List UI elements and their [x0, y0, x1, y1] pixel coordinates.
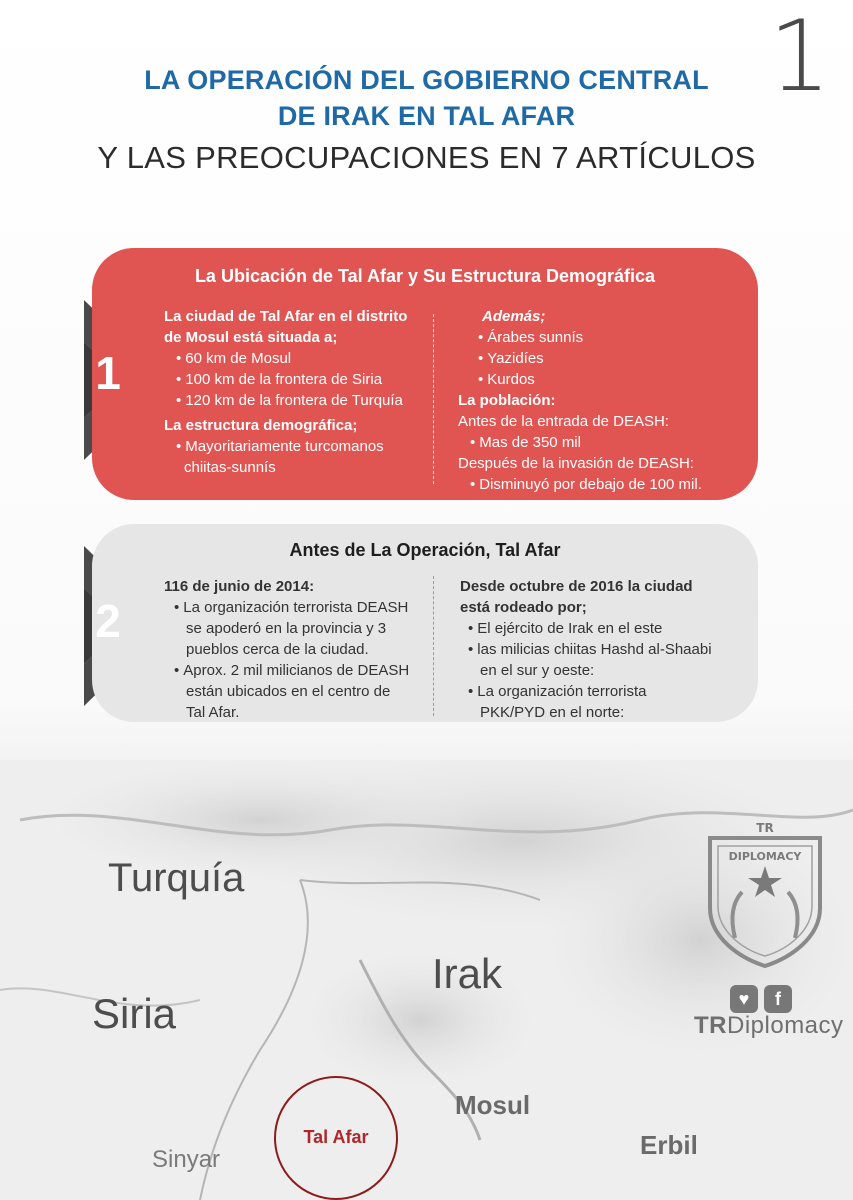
section1-left-column	[164, 306, 434, 478]
list-item: • Árabes sunnís	[458, 327, 748, 348]
list-item-continuation: PKK/PYD en el norte:	[480, 704, 625, 721]
section2-heading-2: está rodeado por;	[460, 599, 587, 616]
section1-after-label: Después de la invasión de DEASH:	[458, 455, 694, 472]
list-item: • Yazidíes	[458, 348, 748, 369]
list-item-continuation: Tal Afar.	[186, 704, 240, 721]
page-number: 1	[768, 0, 831, 114]
list-item: • La organización terrorista	[460, 681, 750, 702]
map-label-siria: Siria	[92, 990, 177, 1037]
section1-demographic-heading: La estructura demográfica;	[164, 417, 358, 434]
brand-name	[694, 1012, 844, 1040]
list-item-continuation: están ubicados en el centro de	[186, 683, 391, 700]
seal-text-tr: TR	[756, 821, 774, 835]
section1-location-heading-1: La ciudad de Tal Afar en el distrito	[164, 308, 408, 325]
section1-location-heading-2: de Mosul está situada a;	[164, 329, 338, 346]
social-icons	[730, 985, 798, 1013]
section2-divider	[433, 576, 434, 716]
section2-left-column	[164, 576, 434, 723]
brand-name-rest: Diplomacy	[727, 1012, 844, 1039]
section1-title: La Ubicación de Tal Afar y Su Estructura Demográfica	[194, 266, 656, 286]
list-item: • las milicias chiitas Hashd al-Shaabi	[460, 639, 750, 660]
section1-before-label: Antes de la entrada de DEASH:	[458, 413, 669, 430]
list-item: • Kurdos	[458, 369, 748, 390]
list-item: • La organización terrorista DEASH	[164, 597, 434, 618]
twitter-icon[interactable]: ♥	[730, 985, 758, 1013]
list-item: • 100 km de la frontera de Siria	[164, 369, 434, 390]
section2-card	[92, 524, 758, 722]
brand-name-strong: TR	[694, 1012, 727, 1039]
section1-poblacion-heading: La población:	[458, 392, 556, 409]
list-item-continuation: chiitas-sunnís	[184, 459, 276, 476]
section1-card	[92, 248, 758, 500]
title-line-3: Y LAS PREOCUPACIONES EN 7 ARTÍCULOS	[97, 140, 756, 175]
map-label-mosul: Mosul	[455, 1090, 531, 1120]
map-label-sinyar: Sinyar	[152, 1146, 221, 1173]
list-item: • Disminuyó por debajo de 100 mil.	[458, 474, 748, 495]
map-label-irak: Irak	[432, 950, 503, 997]
list-item: • Mas de 350 mil	[458, 432, 748, 453]
seal-text-diplomacy: DIPLOMACY	[728, 850, 802, 863]
list-item: • Mayoritariamente turcomanos	[164, 436, 434, 457]
list-item: • 60 km de Mosul	[164, 348, 434, 369]
title-line-2: DE IRAK EN TAL AFAR	[277, 101, 576, 131]
section2-right-column	[460, 576, 750, 723]
list-item: • El ejército de Irak en el este	[460, 618, 750, 639]
list-item: • Aprox. 2 mil milicianos de DEASH	[164, 660, 434, 681]
section1-ademas: Además;	[482, 308, 546, 325]
list-item: • 120 km de la frontera de Turquía	[164, 390, 434, 411]
terrain-shade	[40, 760, 480, 880]
list-item-continuation: pueblos cerca de la ciudad.	[186, 641, 369, 658]
title-block	[0, 62, 853, 180]
section2-number: 2	[95, 595, 121, 647]
section2-date: 116 de junio de 2014:	[164, 578, 315, 595]
tr-diplomacy-seal-icon	[700, 808, 830, 968]
section2-heading-1: Desde octubre de 2016 la ciudad	[460, 578, 693, 595]
section1-number: 1	[95, 347, 121, 399]
list-item-continuation: se apoderó en la provincia y 3	[186, 620, 387, 637]
title-line-1: LA OPERACIÓN DEL GOBIERNO CENTRAL	[144, 65, 709, 95]
map-label-erbil: Erbil	[640, 1130, 698, 1160]
section1-right-column	[458, 306, 748, 495]
facebook-icon[interactable]: f	[764, 985, 792, 1013]
terrain-shade	[300, 950, 540, 1090]
list-item-continuation: en el sur y oeste:	[480, 662, 595, 679]
section2-title: Antes de La Operación, Tal Afar	[289, 540, 561, 560]
map-label-turquia: Turquía	[108, 856, 245, 900]
map-label-tal-afar: Tal Afar	[303, 1127, 369, 1147]
section1-divider	[433, 314, 434, 484]
